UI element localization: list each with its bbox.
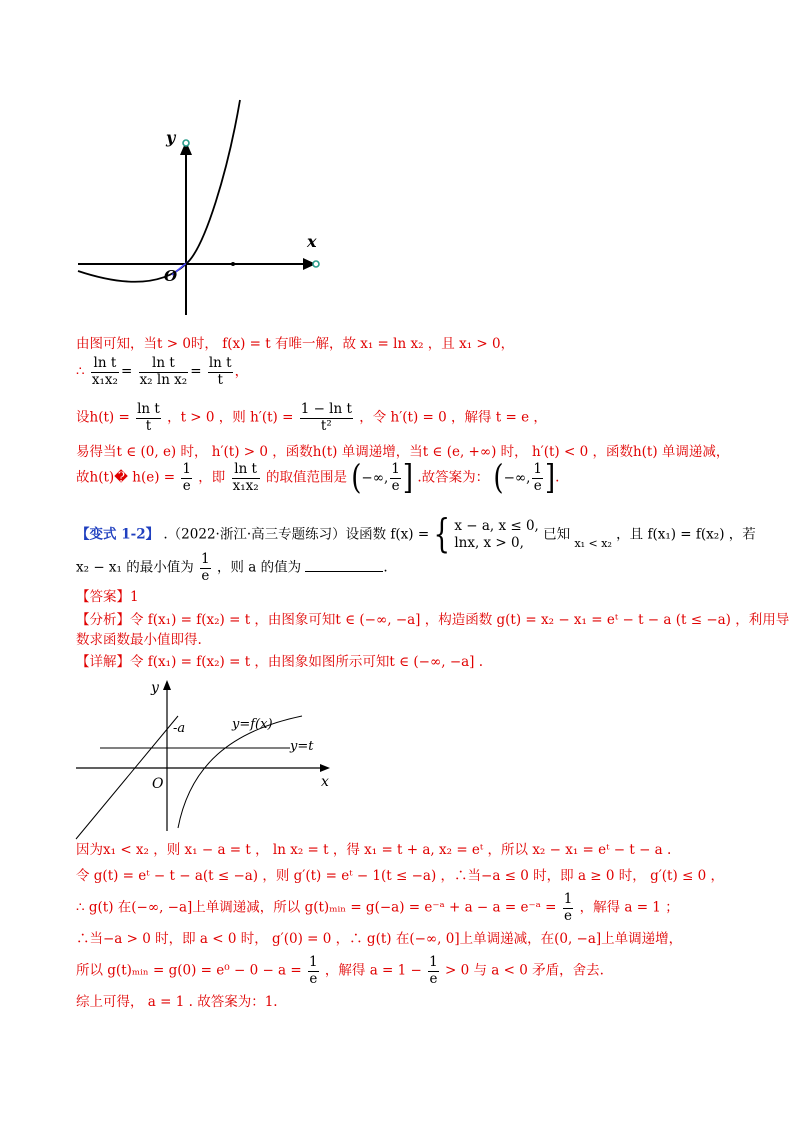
graph1-tick-dot [231,262,235,266]
graph1-curve-right [186,100,240,264]
fraction: $\frac{1}{e}$ [429,954,438,987]
reasoning-line-1: 由图可知，当t > 0时， f(x) = t 有唯一解，故 x₁ = ln x₂ ，且 x₁ > 0， [76,336,515,352]
graph1-origin-label: O [164,267,178,285]
problem-tag: 【变式 1-2】 [76,526,160,543]
graph2-origin-label: O [152,776,164,792]
graph2-line-label: y=t [290,739,314,754]
graph1-x-endpoint [313,261,319,267]
fraction: $\frac{1}{e}$ [533,461,543,494]
fraction: $\frac{\text{ln t}}{\text{x₂ ln x₂}}$ [139,355,188,388]
fraction: $\frac{\text{ln t}}{t}$ [137,401,160,434]
fraction: $\frac{\text{ln t}}{\text{x₁x₂}}$ [232,461,259,494]
piecewise-case-1: x − a, x ≤ 0, [454,518,539,534]
fraction: $\frac{\text{ln t}}{\text{x₁x₂}}$ [91,355,118,388]
fraction: $\frac{1}{e}$ [201,551,210,584]
graph2-x-arrow [320,764,330,772]
therefore-symbol: ∴ [76,363,85,380]
piecewise-case-2: lnx, x > 0, [454,534,524,551]
reasoning-line-5: 故h(t)� h(e) = $\frac{1}{e}$ ，即 $\frac{\text{ln t}}{\text{x₁x₂}}$ 的取值范围是 (−∞, $\frac{1}{e}$ ] .故答案为： (−∞, $\frac{1}{e}$ ]. [76,458,560,498]
graph2-curve-ln [178,716,302,828]
problem-statement: 【变式 1-2】 .（2022·浙江·高三专题练习）设函数 f(x) = { x − a, x ≤ 0, lnx, x > 0, 已知 $_{x_1 < x_2}$ ，且 f(x₁) = f(x₂) ，若 [76,512,756,558]
fraction: $\frac{1}{e}$ [309,954,318,987]
solution-line-4: ∴当−a > 0 时，即 a < 0 时， g′(0) = 0 ，∴ g(t) 在(−∞, 0]上单调递减，在(0, −a]上单调递增， [76,931,683,947]
analysis-line-1: 【分析】令 f(x₁) = f(x₂) = t ，由图象可知t ∈ (−∞, −a] ，构造函数 g(t) = x₂ − x₁ = eᵗ − t − a (t ≤ −a) ，利用导 [76,612,790,628]
graph1-y-label: y [166,128,176,147]
answer-value: 1 [130,589,139,605]
graph2-y-label: y [151,680,159,696]
solution-line-5: 所以 g(t)ₘᵢₙ = g(0) = e⁰ − 0 − a = $\frac{1}{e}$ ，解得 a = 1 − $\frac{1}{e}$ > 0 与 a < 0 矛盾，舍去. [76,954,604,987]
graph-1 [0,0,800,330]
graph2-x-label: x [321,774,329,790]
solution-line-3: ∴ g(t) 在(−∞, −a]上单调递减，所以 g(t)ₘᵢₙ = g(−a) = e⁻ᵃ + a − a = e⁻ᵃ = $\frac{1}{e}$ ，解得 a = 1 ； [76,891,679,924]
fraction: $\frac{1}{e}$ [182,461,191,494]
problem-statement-line-2: x₂ − x₁ 的最小值为 $\frac{1}{e}$ ，则 a 的值为 . [76,551,388,584]
graph2-curve-label: y=f(x) [232,717,273,732]
solution-line-2: 令 g(t) = eᵗ − t − a(t ≤ −a) ，则 g′(t) = eᵗ − 1(t ≤ −a) ，∴当−a ≤ 0 时，即 a ≥ 0 时， g′(t) ≤ 0 ， [76,868,725,884]
fraction: $\frac{\text{ln t}}{t}$ [208,355,232,388]
detail-line: 【详解】令 f(x₁) = f(x₂) = t ，由图象如图所示可知t ∈ (−∞, −a] . [76,654,484,670]
fraction: $\frac{\text{1 − ln t}}{\text{t²}}$ [300,401,352,434]
reasoning-line-4: 易得当t ∈ (0, e) 时， h′(t) > 0 ，函数h(t) 单调递增，当t ∈ (e, +∞) 时， h′(t) < 0 ，函数h(t) 单调递减， [76,444,730,460]
graph1-x-label: x [307,232,317,251]
reasoning-line-2: ∴ $\frac{\text{ln t}}{\text{x₁x₂}}$ = $\frac{\text{ln t}}{\text{x₂ ln x₂}}$ = $\frac{\text{ln t}}{t}$ ， [76,355,249,388]
fraction: $\frac{1}{e}$ [391,461,400,494]
answer-line [76,591,139,605]
fraction: $\frac{1}{e}$ [563,891,573,924]
solution-line-6: 综上可得， a = 1 . 故答案为：1. [76,994,278,1010]
analysis-tag: 【分析】 [76,612,130,628]
graph-2 [0,676,800,846]
answer-tag: 【答案】 [76,589,130,605]
solution-line-1: 因为x₁ < x₂ ，则 x₁ − a = t ， ln x₂ = t ，得 x₁ = t + a, x₂ = eᵗ ，所以 x₂ − x₁ = eᵗ − t − a . [76,842,672,858]
reasoning-line-3: 设h(t) = $\frac{\text{ln t}}{t}$ ，t > 0 ，则 h′(t) = $\frac{\text{1 − ln t}}{\text{t²}}$ ，令 h′(t) = 0 ，解得 t = e ， [76,401,547,434]
answer-blank [305,558,383,572]
graph1-y-endpoint [183,140,189,146]
graph2-a-label: -a [173,721,186,736]
analysis-line-2: 数求函数最小值即得. [76,632,202,648]
detail-tag: 【详解】 [76,654,130,670]
graph2-y-arrow [163,680,171,690]
